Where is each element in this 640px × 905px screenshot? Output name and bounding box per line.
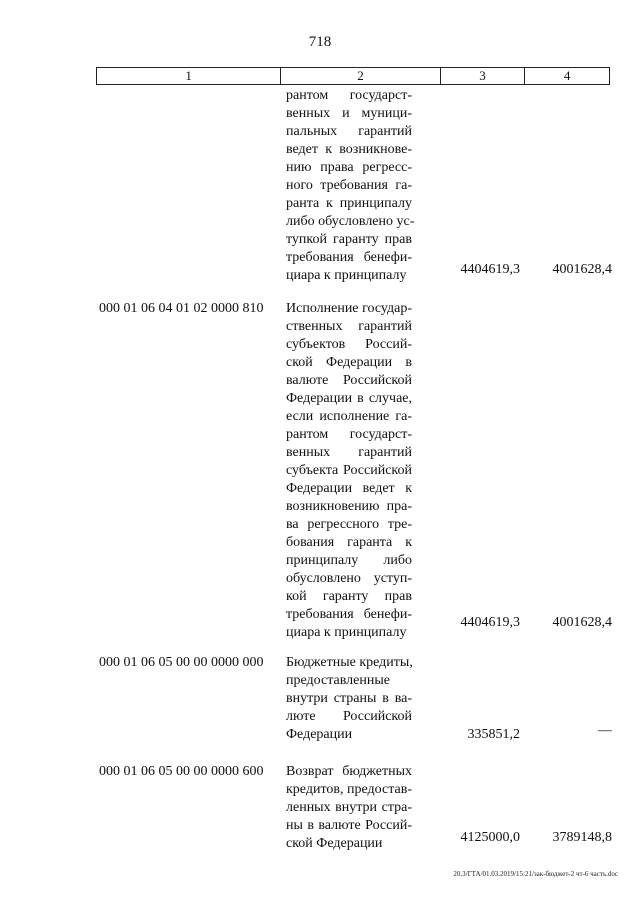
description-line: ны в валюте Россий- — [286, 818, 412, 833]
row-value-3: 4404619,3 — [460, 262, 520, 277]
column-header-1: 1 — [97, 68, 281, 84]
description-line: обусловлено уступ- — [286, 571, 412, 586]
column-header-3: 3 — [441, 68, 526, 84]
row-description — [286, 300, 412, 642]
description-line: циара к принципалу — [286, 268, 407, 283]
row-value-4: 3789148,8 — [552, 830, 612, 845]
description-line: Возврат бюджетных — [286, 764, 412, 779]
row-value-3: 4125000,0 — [460, 830, 520, 845]
description-line: принципалу либо — [286, 553, 412, 568]
description-line: нию права регресс- — [286, 160, 412, 175]
description-line: ведет к возникнове- — [286, 142, 412, 157]
description-line: требования бенефи- — [286, 607, 412, 622]
description-line: требования бенефи- — [286, 250, 412, 265]
description-line: бования гаранта к — [286, 535, 412, 550]
description-line: ва регрессного тре- — [286, 517, 412, 532]
description-line: рантом государст- — [286, 427, 412, 442]
row-value-3: 335851,2 — [467, 727, 520, 742]
column-header-4: 4 — [563, 68, 571, 83]
description-line: Федерации ведет к — [286, 481, 412, 496]
description-line: возникновению пра- — [286, 499, 412, 514]
column-header-2: 2 — [281, 68, 440, 84]
row-value-4: — — [598, 723, 612, 738]
description-line: ленных внутри стра- — [286, 800, 412, 815]
description-line: валюте Российской — [286, 373, 412, 388]
row-description — [286, 654, 412, 744]
row-value-4: 4001628,4 — [552, 615, 612, 630]
description-line: кредитов, предостав- — [286, 782, 412, 797]
description-line: ской Федерации — [286, 836, 383, 851]
description-line: субъекта Российской — [286, 463, 412, 478]
row-code: 000 01 06 04 01 02 0000 810 — [99, 301, 264, 316]
description-line: Федерации в случае, — [286, 391, 412, 406]
description-line: венных гарантий — [286, 445, 412, 460]
description-line: Федерации — [286, 727, 353, 742]
description-line: тупкой гаранту прав — [286, 232, 412, 247]
description-line: рантом государст- — [286, 88, 412, 103]
description-line: ранта к принципалу — [286, 196, 412, 211]
description-line: либо обусловлено ус- — [286, 214, 415, 229]
description-line: ственных гарантий — [286, 319, 412, 334]
row-code: 000 01 06 05 00 00 0000 600 — [99, 764, 264, 779]
row-code: 000 01 06 05 00 00 0000 000 — [99, 655, 264, 670]
description-line: люте Российской — [286, 709, 412, 724]
footer-file-path: 20.3/ГТА/01.03.2019/15:21/зак-бюджет-2 чт-6 часть.doc — [453, 870, 618, 878]
description-line: кой гаранту прав — [286, 589, 412, 604]
description-line: Бюджетные кредиты, — [286, 655, 413, 670]
description-line: венных и муници- — [286, 106, 412, 121]
description-line: ного требования га- — [286, 178, 412, 193]
row-description — [286, 87, 415, 285]
description-line: пальных гарантий — [286, 124, 412, 139]
page-number: 718 — [308, 34, 332, 50]
table-header — [96, 67, 610, 85]
description-line: если исполнение га- — [286, 409, 412, 424]
description-line: циара к принципалу — [286, 625, 407, 640]
row-value-3: 4404619,3 — [460, 615, 520, 630]
description-line: внутри страны в ва- — [286, 691, 412, 706]
description-line: ской Федерации в — [286, 355, 412, 370]
row-description — [286, 763, 412, 853]
row-value-4: 4001628,4 — [552, 262, 612, 277]
description-line: Исполнение государ- — [286, 301, 412, 316]
description-line: предоставленные — [286, 673, 390, 688]
description-line: субъектов Россий- — [286, 337, 412, 352]
